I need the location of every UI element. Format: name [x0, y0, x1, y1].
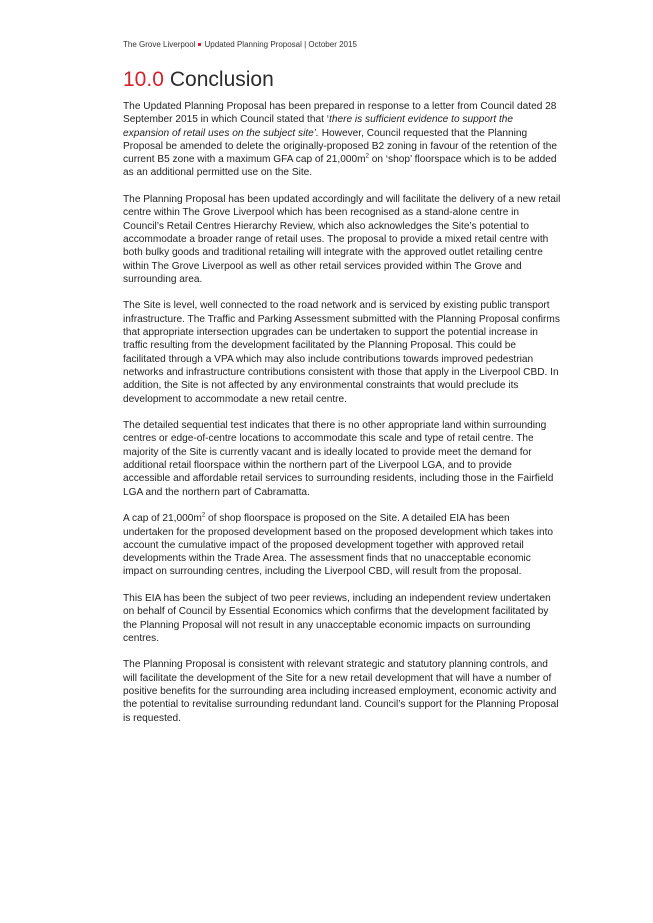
paragraph-1-superscript: 2 [365, 153, 369, 160]
section-title: Conclusion [169, 68, 274, 91]
paragraph-5 [123, 512, 561, 578]
section-number: 10.0 [123, 68, 164, 91]
paragraph-5-part-a: A cap of 21,000m [123, 513, 202, 525]
paragraph-5-superscript: 2 [201, 512, 206, 519]
header-separator-dot [198, 43, 201, 46]
paragraph-2: The Planning Proposal has been updated accordingly and will facilitate the delivery of a new retail centre within The Grove Liverpool which has been recognised as a stand-alone centre in Council’s Retail Centres Hierarchy Review, which also acknowledges the Site’s potential to accommodate a broader range of retail uses. The proposal to provide a mixed retail centre with both bulky goods and traditional retailing will integrate with the approved outlet retailing centre within The Grove Liverpool as well as other retail services provided within The Grove and surrounding area. [123, 194, 561, 285]
section-heading [123, 66, 274, 94]
paragraph-1-part-c: on ‘shop’ floorspace which is to be added as an additional permitted use on the Site. [123, 154, 557, 179]
paragraph-5-part-b: of shop floorspace is proposed on the Site. A detailed EIA has been undertaken for the proposed development based on the proposed development which takes into account the cumulative impact of the proposed development together with approved retail developments within the Trade Area. The assessment finds that no unacceptable economic impact on surrounding centres, including the Liverpool CBD, will result from the proposal. [123, 513, 554, 578]
paragraph-4: The detailed sequential test indicates that there is no other appropriate land within surrounding centres or edge-of-centre locations to accommodate this scale and type of retail centre. The majority of the Site is currently vacant and is ideally located to provide meet the demand for additional retail floorspace within the northern part of the Liverpool LGA, and to provide accessible and affordable retail services to surrounding residents, including those in the Fairfield LGA and the northern part of Cabramatta. [123, 420, 554, 498]
paragraph-1 [123, 100, 561, 180]
paragraph-1-part-b: However, Council requested that the Planning Proposal be amended to delete the originally-proposed B2 zoning in favour of the retention of the current B5 zone with a maximum GFA cap of 21,000m [123, 127, 557, 166]
header-title-left: The Grove Liverpool [123, 40, 196, 49]
paragraph-3: The Site is level, well connected to the road network and is serviced by existing public transport infrastructure. The Traffic and Parking Assessment submitted with the Planning Proposal confirms that appropriate intersection upgrades can be undertaken to support the potential increase in traffic resulting from the development facilitated by the Planning Proposal. This could be facilitated through a VPA which may also include contributions towards improved pedestrian networks and infrastructure contributions consistent with those that apply in the Liverpool CBD. In addition, the Site is not affected by any environmental constraints that would preclude its development to accommodate a new retail centre. [123, 300, 560, 405]
header-title-right: Updated Planning Proposal | October 2015 [204, 40, 357, 49]
running-header [123, 40, 357, 49]
body-text [123, 100, 561, 738]
paragraph-7: The Planning Proposal is consistent with relevant strategic and statutory planning controls, and will facilitate the development of the Site for a new retail development that will have a number of positive benefits for the surrounding area including increased employment, economic activity and the potential to revitalise surrounding redundant land. Council’s support for the Planning Proposal is requested. [123, 659, 559, 724]
paragraph-1-part-a: The Updated Planning Proposal has been prepared in response to a letter from Council dated 28 September 2015 in which Council stated that ‘ [123, 101, 557, 126]
paragraph-6: This EIA has been the subject of two peer reviews, including an independent review undertaken on behalf of Council by Essential Economics which confirms that the development facilitated by the Planning Proposal will not result in any unacceptable economic impacts on surrounding centres. [123, 592, 551, 644]
paragraph-1-quote: there is sufficient evidence to support the expansion of retail uses on the subject site’. [123, 114, 514, 139]
